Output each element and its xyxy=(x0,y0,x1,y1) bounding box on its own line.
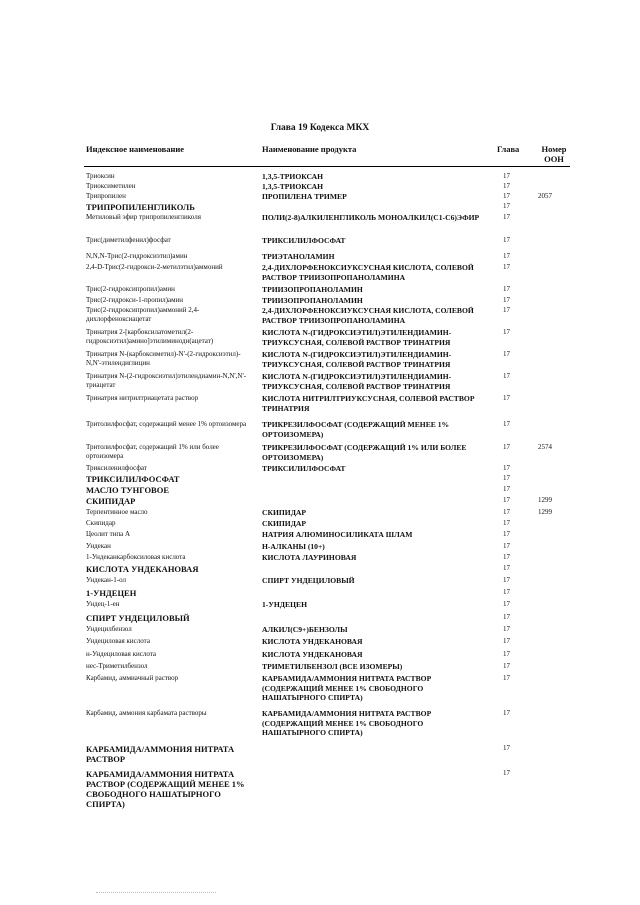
index-name-cell: N,N,N-Трис(2-гидроксиэтил)амин xyxy=(86,252,188,260)
chapter-cell: 17 xyxy=(503,296,510,304)
chapter-cell: 17 xyxy=(503,263,510,271)
table-row xyxy=(0,769,640,815)
chapter-cell: 17 xyxy=(503,709,510,717)
chapter-cell: 17 xyxy=(503,474,510,482)
product-name-cell: ТРИИЗОПРОПАНОЛАМИН xyxy=(262,285,363,294)
table-row xyxy=(0,328,640,350)
chapter-cell: 17 xyxy=(503,285,510,293)
product-name-cell: 2,4-ДИХЛОРФЕНОКСИУКСУСНАЯ КИСЛОТА, СОЛЕВОЙ РАСТВОР ТРИИЗОПРОПАНОЛАМИНА xyxy=(262,263,474,282)
chapter-cell: 17 xyxy=(503,744,510,752)
table-row xyxy=(0,553,640,564)
index-name-cell: Трипропилен xyxy=(86,192,126,200)
index-name-cell: Тритолилфосфат, содержащий 1% или более ортоизомера xyxy=(86,443,219,460)
table-row xyxy=(0,420,640,443)
header-index-name: Индексное наименование xyxy=(86,144,185,154)
index-name-cell: н-Ундециловая кислота xyxy=(86,650,157,658)
chapter-cell: 17 xyxy=(503,252,510,260)
table-row xyxy=(0,530,640,542)
table-row xyxy=(0,213,640,236)
index-name-cell: ТРИКСИЛИЛФОСФАТ xyxy=(86,474,180,484)
product-name-cell: КИСЛОТА УНДЕКАНОВАЯ xyxy=(262,637,363,646)
table-row xyxy=(0,588,640,600)
table-row xyxy=(0,394,640,420)
product-name-cell: 1-УНДЕЦЕН xyxy=(262,600,307,609)
chapter-cell: 17 xyxy=(503,519,510,527)
product-name-cell: Н-АЛКАНЫ (10+) xyxy=(262,542,325,551)
index-name-cell: КАРБАМИДА/АММОНИЯ НИТРАТА РАСТВОР (СОДЕРЖАЩИЙ МЕНЕЕ 1% СВОБОДНОГО НАШАТЫРНОГО СПИРТА) xyxy=(86,769,245,809)
table-row xyxy=(0,625,640,637)
chapter-cell: 17 xyxy=(503,674,510,682)
index-name-cell: Цеолит типа А xyxy=(86,530,131,538)
product-name-cell: ТРИКСИЛИЛФОСФАТ xyxy=(262,236,346,245)
chapter-cell: 17 xyxy=(503,236,510,244)
product-name-cell: ПОЛИ(2-8)АЛКИЛЕНГЛИКОЛЬ МОНОАЛКИЛ(С1-С6)ЭФИР xyxy=(262,213,480,222)
product-name-cell: 1,3,5-ТРИОКСАН xyxy=(262,172,324,181)
table-row xyxy=(0,192,640,202)
table-row xyxy=(0,519,640,530)
page-title: Глава 19 Кодекса МКХ xyxy=(270,123,370,133)
un-number-cell: 1299 xyxy=(538,508,552,516)
chapter-cell: 17 xyxy=(503,613,510,621)
index-name-cell: КИСЛОТА УНДЕКАНОВАЯ xyxy=(86,564,199,574)
table-row xyxy=(0,508,640,519)
chapter-cell: 17 xyxy=(503,650,510,658)
index-name-cell: Ундецилбензол xyxy=(86,625,132,633)
product-name-cell: КАРБАМИДА/АММОНИЯ НИТРАТА РАСТВОР (СОДЕРЖАЩИЙ МЕНЕЕ 1% СВОБОДНОГО НАШАТЫРНОГО СПИРТА) xyxy=(262,709,432,737)
index-name-cell: Ундециловая кислота xyxy=(86,637,150,645)
chapter-cell: 17 xyxy=(503,172,510,180)
table-row xyxy=(0,674,640,709)
chapter-cell: 17 xyxy=(503,553,510,561)
chapter-cell: 17 xyxy=(503,496,510,504)
chapter-cell: 17 xyxy=(503,306,510,314)
product-name-cell: СКИПИДАР xyxy=(262,508,307,517)
index-name-cell: Тритолилфосфат, содержащий менее 1% ортоизомера xyxy=(86,420,247,428)
index-name-cell: Тринатрия 2-[карбоксилатометил(2-гидроксиэтил)амино]этилиминоди(ацетат) xyxy=(86,328,214,345)
chapter-cell: 17 xyxy=(503,202,510,210)
product-name-cell: КАРБАМИДА/АММОНИЯ НИТРАТА РАСТВОР (СОДЕРЖАЩИЙ МЕНЕЕ 1% СВОБОДНОГО НАШАТЫРНОГО СПИРТА) xyxy=(262,674,432,702)
chapter-cell: 17 xyxy=(503,625,510,633)
product-name-cell: ТРИИЗОПРОПАНОЛАМИН xyxy=(262,296,363,305)
chapter-cell: 17 xyxy=(503,394,510,402)
footer-divider xyxy=(96,892,216,893)
un-number-cell: 2057 xyxy=(538,192,552,200)
table-row xyxy=(0,600,640,613)
table-row xyxy=(0,372,640,394)
chapter-cell: 17 xyxy=(503,464,510,472)
chapter-cell: 17 xyxy=(503,637,510,645)
chapter-cell: 17 xyxy=(503,542,510,550)
index-name-cell: 1-Ундеканкарбоксиловая кислота xyxy=(86,553,186,561)
index-name-cell: 2,4-D-Трис(2-гидрокси-2-метилэтил)аммоний xyxy=(86,263,223,271)
table-row xyxy=(0,443,640,464)
table-row xyxy=(0,613,640,625)
table-row xyxy=(0,485,640,496)
product-name-cell: КИСЛОТА УНДЕКАНОВАЯ xyxy=(262,650,363,659)
index-name-cell: СКИПИДАР xyxy=(86,496,136,506)
index-name-cell: Скипидар xyxy=(86,519,116,527)
chapter-cell: 17 xyxy=(503,328,510,336)
table-row xyxy=(0,662,640,674)
index-name-cell: Трис(2-гидроксипропил)аммоний 2,4-дихлорфеноксиацетат xyxy=(86,306,200,323)
chapter-cell: 17 xyxy=(503,372,510,380)
product-name-cell: ТРИКРЕЗИЛФОСФАТ (СОДЕРЖАЩИЙ 1% ИЛИ БОЛЕЕ ОРТОИЗОМЕРА) xyxy=(262,443,467,462)
index-name-cell: Триоксиметилен xyxy=(86,182,136,190)
index-name-cell: ТРИПРОПИЛЕНГЛИКОЛЬ xyxy=(86,202,195,212)
chapter-cell: 17 xyxy=(503,485,510,493)
product-name-cell: ТРИКСИЛИЛФОСФАТ xyxy=(262,464,346,473)
table-row xyxy=(0,576,640,588)
index-name-cell: МАСЛО ТУНГОВОЕ xyxy=(86,485,170,495)
product-name-cell: АЛКИЛ(С9+)БЕНЗОЛЫ xyxy=(262,625,348,634)
index-name-cell: Трис(2-гидроксипропил)амин xyxy=(86,285,175,293)
table-row xyxy=(0,464,640,474)
table-row xyxy=(0,172,640,182)
product-name-cell: СПИРТ УНДЕЦИЛОВЫЙ xyxy=(262,576,355,585)
product-name-cell: СКИПИДАР xyxy=(262,519,307,528)
index-name-cell: КАРБАМИДА/АММОНИЯ НИТРАТА РАСТВОР xyxy=(86,744,235,764)
table-row xyxy=(0,709,640,744)
table-row xyxy=(0,202,640,213)
product-name-cell: КИСЛОТА N-(ГИДРОКСИЭТИЛ)ЭТИЛЕНДИАМИН-ТРИУКСУСНАЯ, СОЛЕВОЙ РАСТВОР ТРИНАТРИЯ xyxy=(262,350,452,369)
chapter-cell: 17 xyxy=(503,588,510,596)
index-name-cell: Тринатрия нитрилтриацетата раствор xyxy=(86,394,199,402)
chapter-cell: 17 xyxy=(503,600,510,608)
table-row xyxy=(0,650,640,662)
product-name-cell: ТРИКРЕЗИЛФОСФАТ (СОДЕРЖАЩИЙ МЕНЕЕ 1% ОРТОИЗОМЕРА) xyxy=(262,420,450,439)
header-un-number: Номер ООН xyxy=(541,144,567,164)
index-name-cell: СПИРТ УНДЕЦИЛОВЫЙ xyxy=(86,613,190,623)
table-row xyxy=(0,252,640,263)
header-rule xyxy=(84,166,570,167)
table-row xyxy=(0,263,640,285)
product-name-cell: КИСЛОТА N-(ГИДРОКСИЭТИЛ)ЭТИЛЕНДИАМИН-ТРИУКСУСНАЯ, СОЛЕВОЙ РАСТВОР ТРИНАТРИЯ xyxy=(262,328,452,347)
index-name-cell: Карбамид, аммиачный раствор xyxy=(86,674,179,682)
table-row xyxy=(0,306,640,328)
table-row xyxy=(0,542,640,553)
index-name-cell: Тринатрия N-(2-гидроксиэтил)этилендиамин-N,N',N'-триацетат xyxy=(86,372,247,389)
chapter-cell: 17 xyxy=(503,564,510,572)
index-name-cell: Карбамид, аммония карбамата растворы xyxy=(86,709,207,717)
chapter-cell: 17 xyxy=(503,443,510,451)
chapter-cell: 17 xyxy=(503,508,510,516)
chapter-cell: 17 xyxy=(503,662,510,670)
table-row xyxy=(0,236,640,252)
chapter-cell: 17 xyxy=(503,182,510,190)
chapter-cell: 17 xyxy=(503,576,510,584)
index-name-cell: Трис(диметилфенил)фосфат xyxy=(86,236,171,244)
un-number-cell: 2574 xyxy=(538,443,552,451)
chapter-cell: 17 xyxy=(503,769,510,777)
chapter-cell: 17 xyxy=(503,530,510,538)
index-name-cell: нес-Триметилбензол xyxy=(86,662,148,670)
index-name-cell: Триоксин xyxy=(86,172,115,180)
product-name-cell: ТРИЭТАНОЛАМИН xyxy=(262,252,335,261)
index-name-cell: Ундекан xyxy=(86,542,111,550)
table-row xyxy=(0,637,640,650)
index-name-cell: Ундец-1-ен xyxy=(86,600,120,608)
product-name-cell: НАТРИЯ АЛЮМИНОСИЛИКАТА ШЛАМ xyxy=(262,530,413,539)
table-body xyxy=(0,172,640,815)
header-product-name: Наименование продукта xyxy=(262,144,357,154)
index-name-cell: Триксиленилфосфат xyxy=(86,464,147,472)
index-name-cell: Метиловый эфир трипропиленгликоля xyxy=(86,213,201,221)
product-name-cell: КИСЛОТА N-(ГИДРОКСИЭТИЛ)ЭТИЛЕНДИАМИН-ТРИУКСУСНАЯ, СОЛЕВОЙ РАСТВОР ТРИНАТРИЯ xyxy=(262,372,452,391)
product-name-cell: ПРОПИЛЕНА ТРИМЕР xyxy=(262,192,347,201)
product-name-cell: КИСЛОТА ЛАУРИНОВАЯ xyxy=(262,553,357,562)
index-name-cell: 1-УНДЕЦЕН xyxy=(86,588,137,598)
table-row xyxy=(0,285,640,296)
product-name-cell: 1,3,5-ТРИОКСАН xyxy=(262,182,324,191)
product-name-cell: 2,4-ДИХЛОРФЕНОКСИУКСУСНАЯ КИСЛОТА, СОЛЕВОЙ РАСТВОР ТРИИЗОПРОПАНОЛАМИНА xyxy=(262,306,474,325)
chapter-cell: 17 xyxy=(503,420,510,428)
chapter-cell: 17 xyxy=(503,192,510,200)
table-row xyxy=(0,744,640,769)
table-row xyxy=(0,474,640,485)
header-chapter: Глава xyxy=(497,144,520,154)
product-name-cell: КИСЛОТА НИТРИЛТРИУКСУСНАЯ, СОЛЕВОЙ РАСТВОР ТРИНАТРИЯ xyxy=(262,394,475,413)
chapter-cell: 17 xyxy=(503,350,510,358)
index-name-cell: Трис(2-гидрокси-1-пропил)амин xyxy=(86,296,184,304)
index-name-cell: Ундекан-1-ол xyxy=(86,576,126,584)
table-row xyxy=(0,182,640,192)
index-name-cell: Терпентинное масло xyxy=(86,508,148,516)
index-name-cell: Тринатрия N-(карбоксиметил)-N'-(2-гидроксиэтил)-N,N'-этилендиглицин xyxy=(86,350,241,367)
table-row xyxy=(0,564,640,576)
table-row xyxy=(0,496,640,508)
product-name-cell: ТРИМЕТИЛБЕНЗОЛ (ВСЕ ИЗОМЕРЫ) xyxy=(262,662,403,671)
chapter-cell: 17 xyxy=(503,213,510,221)
table-row xyxy=(0,350,640,372)
table-row xyxy=(0,296,640,306)
un-number-cell: 1299 xyxy=(538,496,552,504)
